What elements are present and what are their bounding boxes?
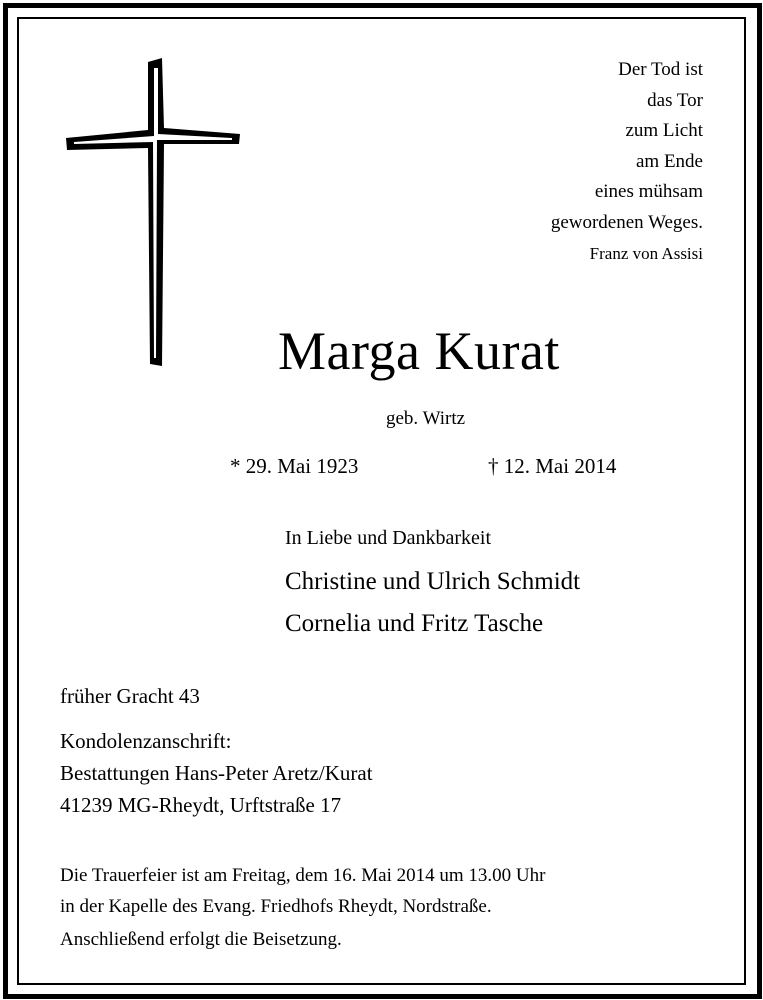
service-line: Die Trauerfeier ist am Freitag, dem 16. Mai 2014 um 13.00 Uhr bbox=[60, 865, 546, 886]
mourner-name: Cornelia und Fritz Tasche bbox=[285, 610, 544, 637]
former-address: früher Gracht 43 bbox=[60, 684, 200, 708]
death-date: † 12. Mai 2014 bbox=[488, 454, 617, 478]
birth-name: geb. Wirtz bbox=[386, 408, 466, 429]
quote-line: das Tor bbox=[647, 89, 703, 111]
condolence-line: 41239 MG-Rheydt, Urftstraße 17 bbox=[60, 793, 342, 817]
mourner-name: Christine und Ulrich Schmidt bbox=[285, 568, 581, 595]
cross-icon bbox=[64, 58, 244, 372]
quote-line: eines mühsam bbox=[594, 181, 703, 202]
deceased-name: Marga Kurat bbox=[278, 321, 560, 381]
birth-date: * 29. Mai 1923 bbox=[230, 454, 359, 478]
condolence-heading: Kondolenzanschrift: bbox=[60, 729, 232, 753]
quote-line: am Ende bbox=[635, 150, 703, 172]
service-line: Anschließend erfolgt die Beisetzung. bbox=[60, 929, 342, 950]
quote-line: zum Licht bbox=[625, 120, 703, 141]
closing-phrase: In Liebe und Dankbarkeit bbox=[285, 527, 492, 549]
service-line: in der Kapelle des Evang. Friedhofs Rheydt, Nordstraße. bbox=[60, 896, 492, 917]
quote-line: Der Tod ist bbox=[618, 59, 703, 80]
quote-author: Franz von Assisi bbox=[589, 244, 703, 263]
quote bbox=[551, 55, 703, 238]
condolence-line: Bestattungen Hans-Peter Aretz/Kurat bbox=[60, 761, 373, 785]
quote-line: gewordenen Weges. bbox=[550, 211, 703, 233]
